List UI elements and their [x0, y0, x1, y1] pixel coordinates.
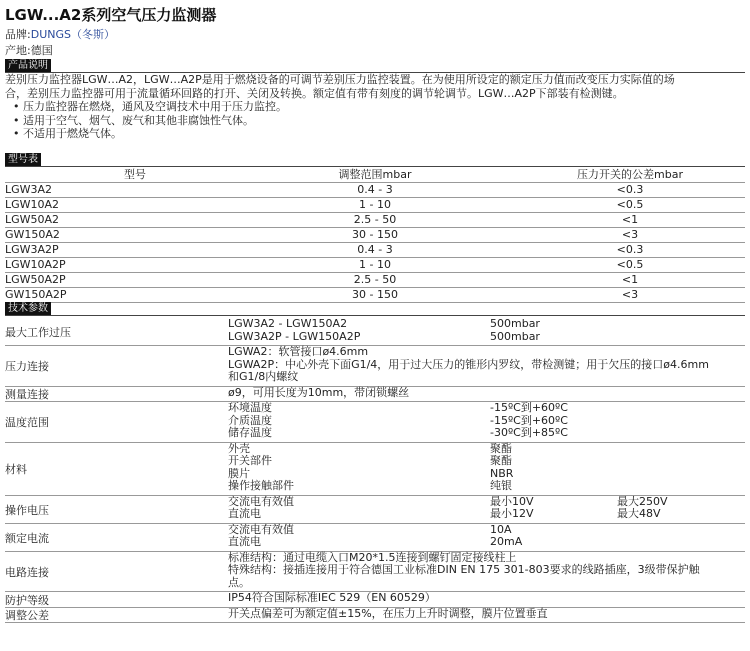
spec-value: 聚酯 [490, 441, 512, 455]
spec-label: 操作电压 [5, 503, 49, 517]
spec-value: LGWA2P：中心外壳下面G1/4，用于过大压力的锥形内罗纹，带检测键；用于欠压的接口ø4.6mm [228, 357, 709, 371]
spec-value: IP54符合国际标准IEC 529（EN 60529） [228, 591, 436, 604]
spec-value: 最大250V [617, 494, 668, 508]
spec-row [5, 442, 745, 496]
table-cell: LGW3A2 [5, 183, 53, 196]
spec-value: 最大48V [617, 507, 661, 520]
table-cell: 0.4 - 3 [357, 183, 393, 196]
section-desc: 产品说明 [5, 59, 51, 72]
divider [5, 315, 745, 316]
spec-value: LGW3A2P - LGW150A2P [228, 329, 361, 343]
table-cell: GW150A2 [5, 228, 60, 241]
table-cell: 2.5 - 50 [353, 273, 397, 286]
table-cell: 30 - 150 [352, 228, 398, 241]
spec-value: 直流电 [228, 535, 261, 548]
spec-label: 材料 [5, 463, 27, 476]
spec-value: 外壳 [228, 441, 250, 455]
spec-value: -15ºC到+60ºC [490, 413, 568, 427]
spec-label: 温度范围 [5, 416, 49, 430]
spec-value: -30ºC到+85ºC [490, 426, 568, 439]
table-cell: <1 [621, 213, 639, 226]
table-cell: <1 [621, 273, 639, 286]
spec-value: 纯银 [490, 479, 512, 492]
spec-value: 交流电有效值 [228, 494, 294, 508]
spec-value: 环境温度 [228, 401, 272, 414]
spec-value: 最小12V [490, 507, 534, 520]
table-cell: LGW10A2P [5, 258, 66, 271]
table-cell: 1 - 10 [359, 258, 391, 271]
table-cell: LGW10A2 [5, 198, 60, 211]
spec-row [5, 607, 745, 624]
spec-value: NBR [490, 466, 514, 480]
table-row [5, 197, 745, 213]
brand-line [5, 26, 115, 42]
spec-value: 开关部件 [228, 454, 272, 467]
spec-value: 直流电 [228, 507, 261, 520]
column-header: 压力开关的公差mbar [577, 168, 683, 181]
table-cell: 1 - 10 [359, 198, 391, 211]
column-header: 型号 [124, 168, 146, 181]
spec-value: 聚酯 [490, 454, 512, 467]
spec-value: 储存温度 [228, 426, 272, 439]
spec-value: 点。 [228, 575, 250, 589]
page-title: LGW...A2系列空气压力监测器 [5, 6, 217, 24]
desc-line: 合，差别压力监控器可用于流量循环回路的打开、关闭及转换。额定值有带有刻度的调节轮调节。LGW…A2P下部装有检测键。 [5, 86, 624, 100]
table-row [5, 257, 745, 273]
table-cell: LGW50A2 [5, 213, 60, 226]
spec-row [5, 386, 745, 403]
spec-value: 膜片 [228, 466, 250, 480]
section-specs: 技术参数 [5, 302, 51, 315]
spec-label: 压力连接 [5, 360, 49, 374]
spec-row [5, 591, 745, 608]
table-cell: 0.4 - 3 [357, 243, 393, 256]
column-header: 调整范围mbar [338, 168, 412, 181]
spec-row [5, 523, 745, 552]
spec-value: 500mbar [490, 317, 540, 330]
table-cell: 2.5 - 50 [353, 213, 397, 226]
section-models: 型号表 [5, 153, 41, 166]
bullet-item: • 适用于空气、烟气、废气和其他非腐蚀性气体。 [13, 113, 254, 127]
spec-label: 额定电流 [5, 531, 49, 545]
spec-value: 开关点偏差可为额定值±15%，在压力上升时调整，膜片位置垂直 [228, 606, 548, 620]
spec-row [5, 317, 745, 346]
spec-row [5, 345, 745, 387]
bullet-item: • 压力监控器在燃烧，通风及空调技术中用于压力监控。 [13, 100, 287, 113]
table-cell: <3 [621, 288, 639, 301]
table-cell: <0.5 [616, 198, 644, 211]
table-row [5, 242, 745, 258]
table-row [5, 212, 745, 228]
table-header [5, 167, 745, 183]
table-cell: 30 - 150 [352, 288, 398, 301]
description [5, 73, 740, 141]
table-cell: <0.3 [616, 243, 644, 256]
spec-label: 调整公差 [5, 609, 49, 623]
spec-row [5, 495, 745, 524]
spec-value: 20mA [490, 535, 523, 548]
spec-value: 500mbar [490, 329, 540, 343]
spec-value: 介质温度 [228, 413, 272, 427]
brand-value[interactable]: DUNGS（冬斯） [30, 28, 115, 41]
origin-label: 产地: [5, 44, 31, 57]
bullet-item: • 不适用于燃烧气体。 [13, 127, 122, 140]
table-cell: GW150A2P [5, 288, 67, 301]
spec-value: ø9，可用长度为10mm，带闭锁螺丝 [228, 385, 410, 399]
table-cell: <3 [621, 228, 639, 241]
spec-value: 最小10V [490, 494, 534, 508]
spec-row [5, 401, 745, 443]
spec-value: LGW3A2 - LGW150A2 [228, 317, 348, 330]
origin-line [5, 42, 53, 58]
spec-label: 防护等级 [5, 593, 49, 607]
spec-value: 标准结构：通过电缆入口M20*1.5连接到螺钉固定接线柱上 [228, 550, 517, 564]
spec-value: 10A [490, 522, 512, 536]
table-cell: <0.5 [616, 258, 644, 271]
spec-row [5, 551, 745, 593]
table-cell: <0.3 [616, 183, 644, 196]
table-row [5, 182, 745, 198]
table-row [5, 227, 745, 243]
spec-label: 电路连接 [5, 565, 49, 579]
desc-line: 差别压力监控器LGW…A2，LGW…A2P是用于燃烧设备的可调节差别压力监控装置。在为使用所设定的额定压力值而改变压力实际值的场 [5, 73, 675, 86]
spec-label: 最大工作过压 [5, 326, 71, 339]
spec-label: 测量连接 [5, 388, 49, 402]
table-row [5, 272, 745, 288]
table-cell: LGW3A2P [5, 243, 59, 256]
spec-value: 操作接触部件 [228, 479, 294, 492]
spec-value: LGWA2：软管接口ø4.6mm [228, 345, 369, 358]
table-row [5, 287, 745, 303]
origin-value: 德国 [30, 44, 53, 57]
spec-value: 特殊结构：接插连接用于符合德国工业标准DIN EN 175 301-803要求的线路插座，3级带保护触 [228, 563, 700, 576]
spec-value: 交流电有效值 [228, 522, 294, 536]
table-cell: LGW50A2P [5, 273, 66, 286]
spec-value: 和G1/8内螺纹 [228, 370, 299, 383]
brand-label: 品牌: [5, 28, 31, 41]
spec-value: -15ºC到+60ºC [490, 401, 568, 414]
